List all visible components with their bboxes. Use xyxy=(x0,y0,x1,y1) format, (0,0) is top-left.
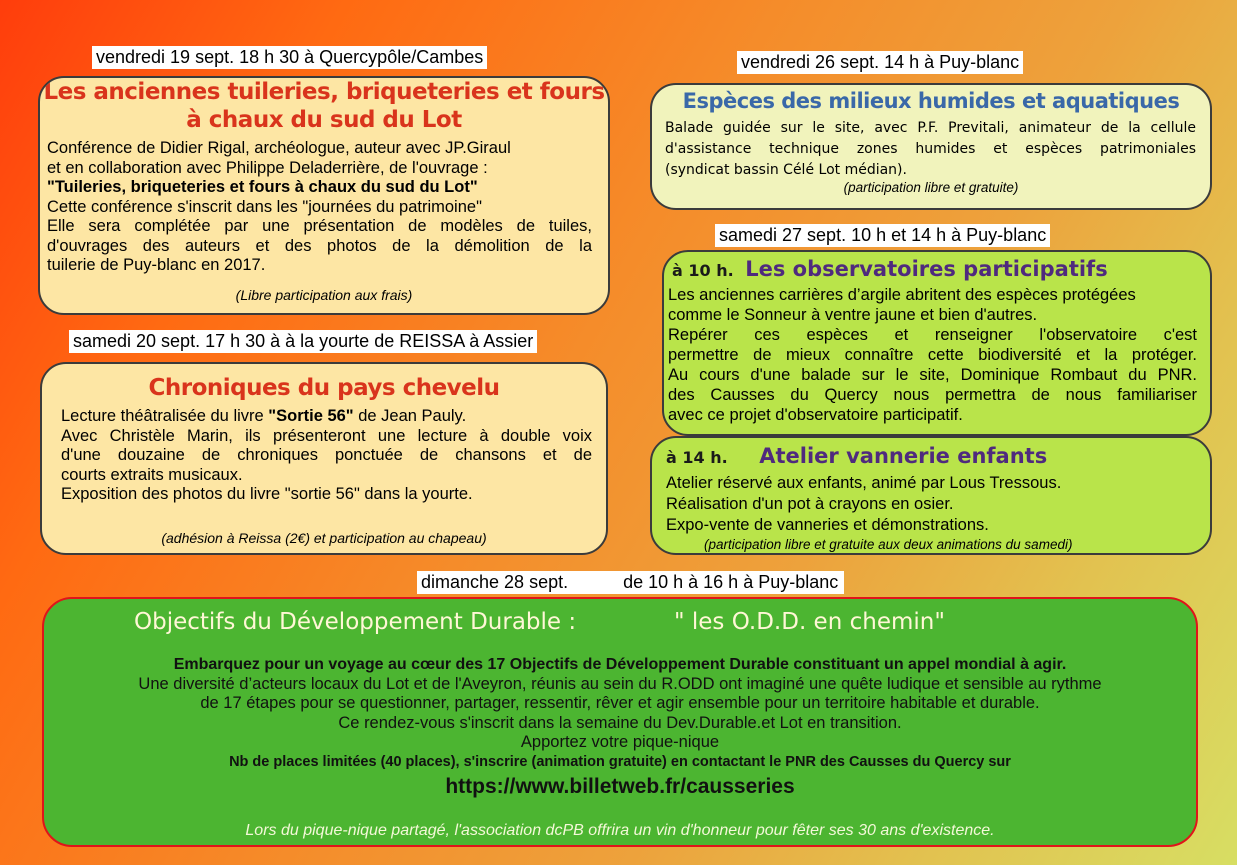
event3-text: Balade guidée sur le site, avec P.F. Previtali, animateur de la cellule xyxy=(665,120,1196,136)
event4-text: Les anciennes carrières d’argile abritent des espèces protégées xyxy=(668,286,1136,304)
event6-card xyxy=(42,597,1198,847)
event2-note: (adhésion à Reissa (2€) et participation au chapeau) xyxy=(161,530,487,546)
event4-text: permettre de mieux connaître cette biodiversité et la protéger. xyxy=(668,346,1197,364)
event4-title: Les observatoires participatifs xyxy=(745,257,1108,281)
event3-date-label: vendredi 26 sept. 14 h à Puy-blanc xyxy=(737,51,1023,74)
event2-date-label: samedi 20 sept. 17 h 30 à à la yourte de REISSA à Assier xyxy=(69,330,537,353)
event5-text: Atelier réservé aux enfants, animé par Lous Tressous. xyxy=(666,474,1062,492)
event2-text xyxy=(61,407,592,427)
event1-title-line1: Les anciennes tuileries, briqueteries et fours xyxy=(43,79,605,105)
event3-body xyxy=(665,118,1196,181)
event2-text-a: Lecture théâtralisée du livre xyxy=(61,407,269,425)
event6-text: Apportez votre pique-nique xyxy=(520,733,720,751)
event4-card xyxy=(662,250,1212,436)
event1-text: Elle sera complétée par une présentation de modèles de tuiles, xyxy=(47,217,592,235)
event1-text: Cette conférence s'inscrit dans les "journées du patrimoine" xyxy=(47,197,482,216)
event6-text: de 17 étapes pour se questionner, partager, ressentir, rêver et agir ensemble pour un territoire habitable et durable. xyxy=(200,694,1040,712)
event1-text: d'ouvrages des auteurs et des photos de la démolition de la xyxy=(47,236,592,255)
event1-note: (Libre participation aux frais) xyxy=(235,287,413,303)
event6-date-label xyxy=(417,571,844,594)
event4-heading xyxy=(672,257,1108,281)
event1-date-label: vendredi 19 sept. 18 h 30 à Quercypôle/Cambes xyxy=(92,46,487,69)
event5-text: Réalisation d'un pot à crayons en osier. xyxy=(666,495,954,513)
event6-text: Ce rendez-vous s'inscrit dans la semaine du Dev.Durable.et Lot en transition. xyxy=(338,713,902,732)
event4-text: Repérer ces espèces et renseigner l'observatoire c'est xyxy=(668,326,1197,344)
event4-text: comme le Sonneur à ventre jaune et bien d'autres. xyxy=(668,306,1038,324)
event3-note: (participation libre et gratuite) xyxy=(843,180,1019,195)
event4-time: à 10 h. xyxy=(672,261,734,280)
event3-title: Espèces des milieux humides et aquatiques xyxy=(682,89,1180,113)
event5-time: à 14 h. xyxy=(666,448,728,467)
event1-card xyxy=(38,76,610,315)
event2-text: Exposition des photos du livre "sortie 56" dans la yourte. xyxy=(61,485,473,503)
event1-text: Conférence de Didier Rigal, archéologue, auteur avec JP.Giraul xyxy=(47,139,511,157)
event4-text: Au cours d'une balade sur le site, Dominique Rombaut du PNR. xyxy=(668,366,1197,384)
event4-text: des Causses du Quercy nous permettra de nous familiariser xyxy=(668,386,1197,404)
event2-card xyxy=(40,362,608,555)
event5-note: (participation libre et gratuite aux deux animations du samedi) xyxy=(704,537,1073,552)
event5-heading xyxy=(666,444,1047,468)
event6-text: Embarquez pour un voyage au cœur des 17 Objectifs de Développement Durable constituant un appel mondial à agir. xyxy=(173,656,1067,673)
event2-book-title: "Sortie 56" xyxy=(268,407,354,425)
event6-title: Objectifs du Développement Durable : xyxy=(134,609,577,635)
event1-title xyxy=(40,78,608,134)
event6-time-place: de 10 h à 16 h à Puy-blanc xyxy=(623,572,839,592)
event2-body xyxy=(61,407,592,505)
event5-body xyxy=(666,473,1196,536)
event2-text: d'une douzaine de chroniques ponctuée de chansons et de xyxy=(61,446,592,464)
event6-date: dimanche 28 sept. xyxy=(421,572,569,592)
event3-card xyxy=(650,83,1212,210)
event5-text: Expo-vente de vanneries et démonstrations. xyxy=(666,516,989,534)
event1-body xyxy=(47,139,592,276)
event6-footer: Lors du pique-nique partagé, l'association dcPB offrira un vin d'honneur pour fêter ses 30 ans d'existence. xyxy=(245,822,995,839)
event1-text: et en collaboration avec Philippe Deladerrière, de l'ouvrage : xyxy=(47,158,488,177)
event2-text: courts extraits musicaux. xyxy=(61,465,243,484)
event3-text: (syndicat bassin Célé Lot médian). xyxy=(665,162,907,178)
event2-text: Avec Christèle Marin, ils présenteront une lecture à double voix xyxy=(61,426,592,445)
event1-title-line2: à chaux du sud du Lot xyxy=(186,107,462,133)
event6-subtitle: " les O.D.D. en chemin" xyxy=(674,609,945,635)
event1-text: tuilerie de Puy-blanc en 2017. xyxy=(47,256,266,274)
event3-text: d'assistance technique zones humides et espèces patrimoniales xyxy=(665,141,1196,157)
event1-book-title: "Tuileries, briqueteries et fours à chaux du sud du Lot" xyxy=(47,178,478,196)
event2-title: Chroniques du pays chevelu xyxy=(148,375,500,401)
event5-title: Atelier vannerie enfants xyxy=(759,444,1048,468)
event6-body xyxy=(44,655,1196,802)
event4-body xyxy=(668,285,1197,425)
event2-text-c: de Jean Pauly. xyxy=(353,407,467,425)
event5-card xyxy=(650,436,1212,555)
event6-text: Une diversité d’acteurs locaux du Lot et de l'Aveyron, réunis au sein du R.ODD ont imaginé une quête ludique et sensible au rythme xyxy=(138,674,1102,693)
event6-link[interactable]: https://www.billetweb.fr/causseries xyxy=(445,775,795,798)
event6-registration: Nb de places limitées (40 places), s'inscrire (animation gratuite) en contactant le PNR des Causses du Quercy sur xyxy=(229,753,1011,770)
event4-date-label: samedi 27 sept. 10 h et 14 h à Puy-blanc xyxy=(715,224,1050,247)
event4-text: avec ce projet d'observatoire participatif. xyxy=(668,406,963,424)
